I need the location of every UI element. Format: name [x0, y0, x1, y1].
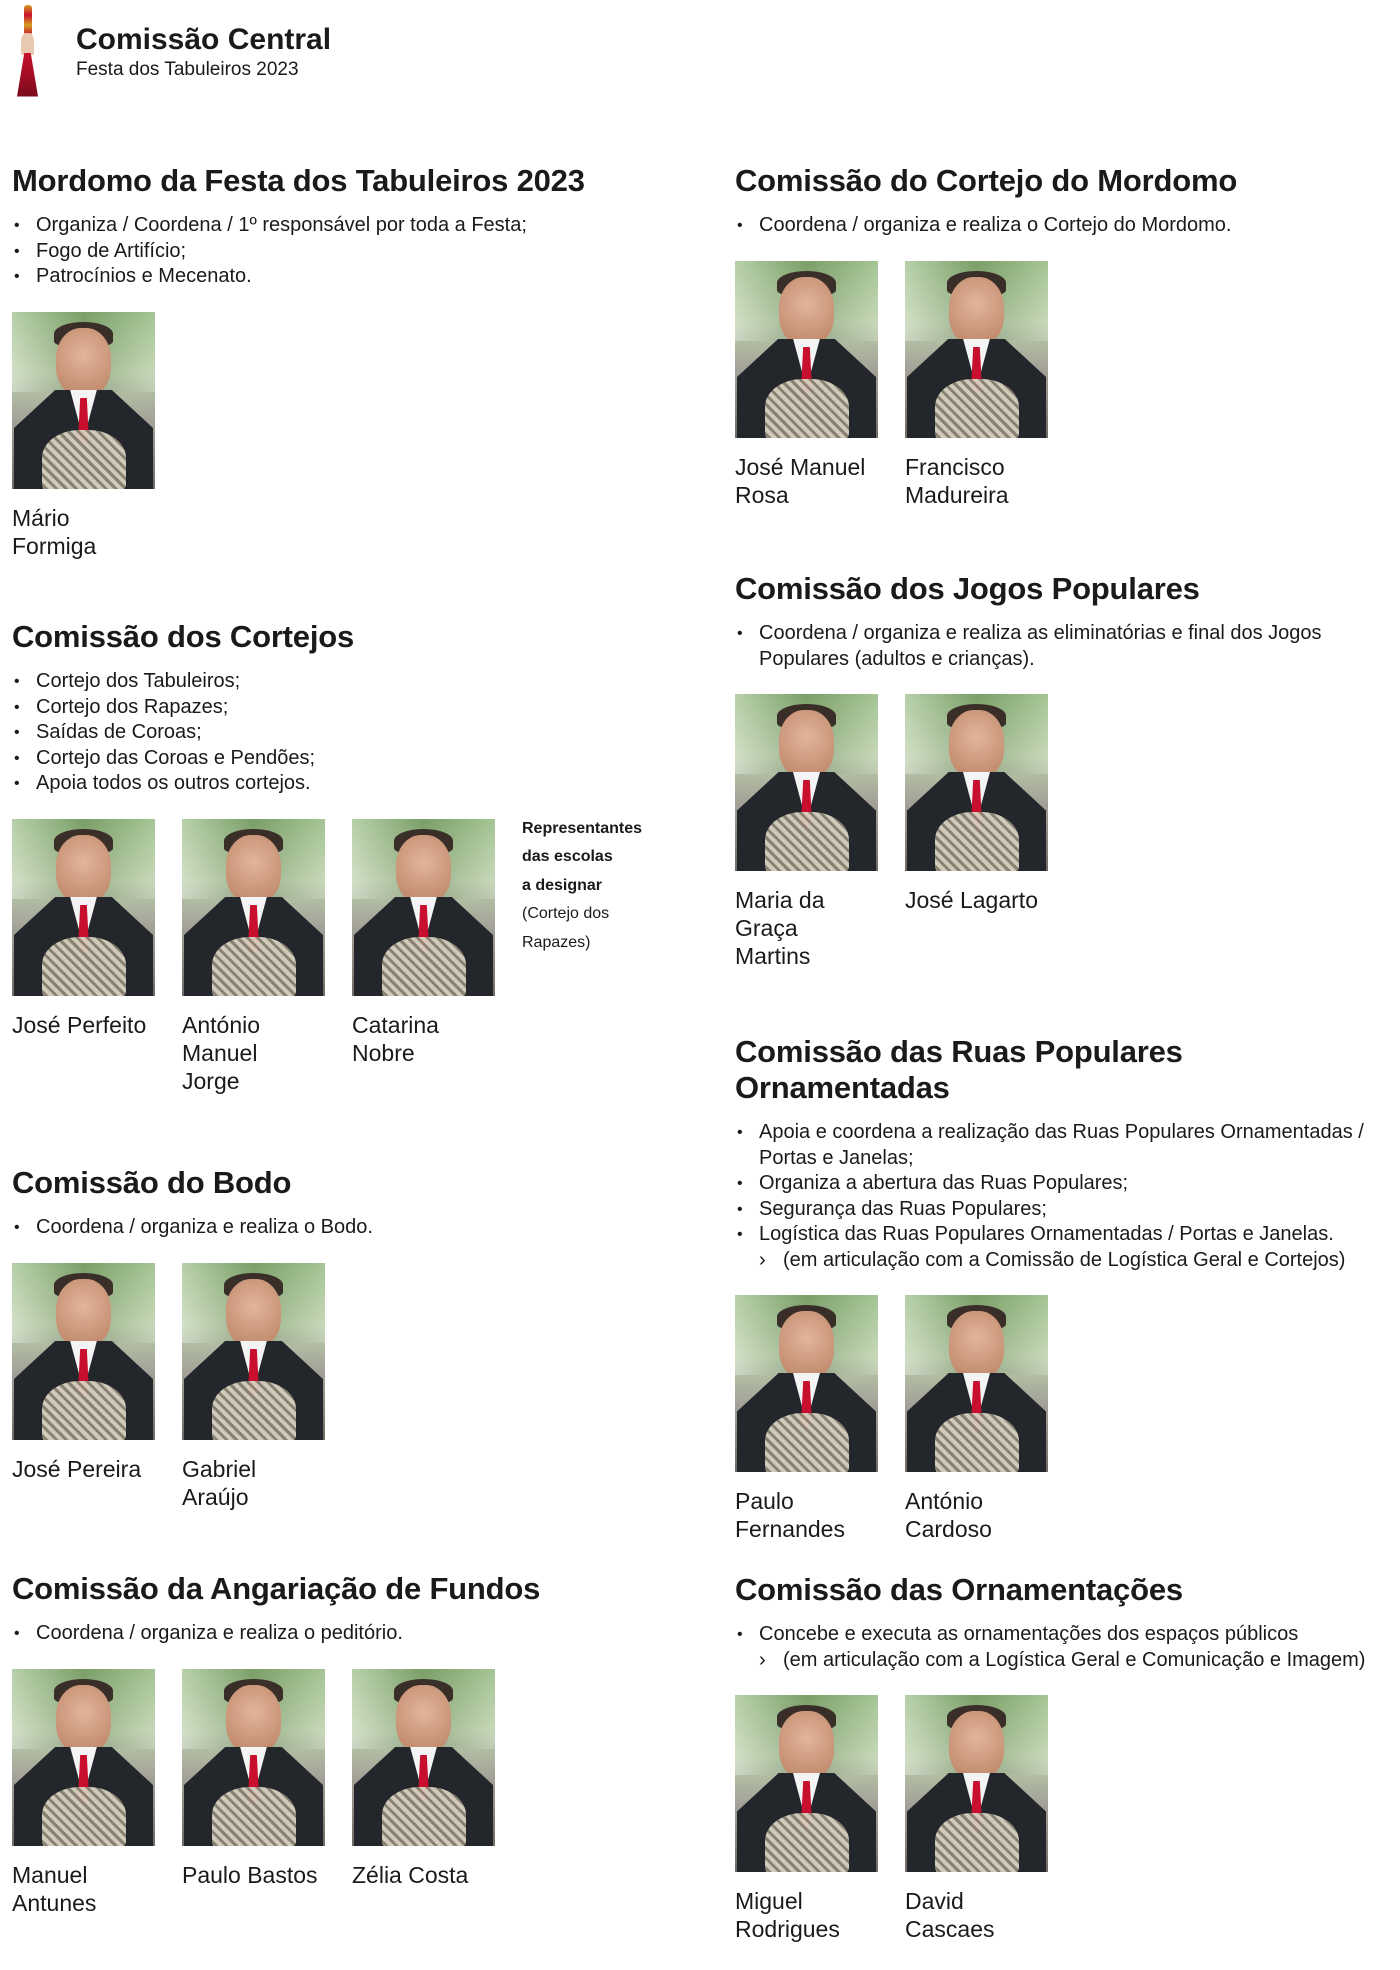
person-name-line: Rosa — [735, 481, 789, 508]
section-mordomo — [12, 163, 585, 560]
person-name-line: Zélia Costa — [352, 1861, 469, 1888]
person-card — [182, 819, 325, 1095]
person-photo — [182, 1263, 325, 1440]
person-card — [12, 819, 155, 1095]
person-name-line: Araújo — [182, 1483, 249, 1510]
description-list — [735, 1622, 1365, 1673]
person-name-line: José Perfeito — [12, 1011, 147, 1038]
description-subitem: › (em articulação com a Logística Geral e Comunicação e Imagem) — [735, 1648, 1365, 1674]
description-list — [735, 213, 1237, 239]
description-item: • Fogo de Artifício; — [12, 239, 585, 265]
person-name — [352, 1861, 495, 1889]
person-photo — [12, 1263, 155, 1440]
person-name-line: António — [905, 1488, 984, 1514]
person-photo — [182, 819, 325, 996]
section-title: Comissão dos Cortejos — [12, 619, 355, 654]
person-photo — [735, 694, 878, 871]
person-card — [735, 1295, 878, 1543]
person-card — [905, 1295, 1048, 1543]
person-photo — [905, 261, 1048, 438]
section-title: Comissão das Ornamentações — [735, 1572, 1183, 1607]
description-item: • Logística das Ruas Populares Ornamentadas / Portas e Janelas. — [735, 1222, 1400, 1248]
person-name-line: Maria da — [735, 887, 825, 913]
description-list — [12, 1215, 373, 1241]
section-cortejo-mordomo — [735, 163, 1237, 509]
description-item: • Segurança das Ruas Populares; — [735, 1197, 1400, 1223]
person-card — [12, 1263, 155, 1511]
person-name-line: António — [182, 1011, 261, 1038]
person-photo — [12, 312, 155, 489]
person-name — [735, 1487, 878, 1543]
person-name-line: Cardoso — [905, 1516, 992, 1542]
section-title: Comissão dos Jogos Populares — [735, 571, 1200, 606]
person-name-line: Formiga — [12, 532, 97, 559]
description-item: • Apoia todos os outros cortejos. — [12, 771, 662, 797]
description-item: • Concebe e executa as ornamentações dos espaços públicos — [735, 1622, 1365, 1648]
person-card — [735, 261, 878, 509]
note-bold-line: a designar — [522, 876, 603, 894]
person-name — [905, 886, 1048, 914]
person-name-line: David — [905, 1888, 964, 1914]
person-photo — [182, 1669, 325, 1846]
person-card — [182, 1263, 325, 1511]
note-bold-line: Representantes — [522, 819, 643, 837]
person-name — [905, 1887, 1048, 1943]
people-row — [12, 1263, 373, 1511]
section-ornamentacoes — [735, 1572, 1365, 1943]
person-card — [735, 694, 878, 970]
people-row — [735, 261, 1237, 509]
person-name-line: Manuel — [12, 1861, 88, 1888]
person-card — [905, 261, 1048, 509]
description-item: • Coordena / organiza e realiza o Bodo. — [12, 1215, 373, 1241]
page-header — [14, 4, 331, 100]
description-item: • Apoia e coordena a realização das Ruas Populares Ornamentadas / Portas e Janelas; — [735, 1120, 1400, 1171]
person-name-line: Rodrigues — [735, 1916, 840, 1942]
person-name-line: Francisco — [905, 453, 1005, 480]
person-name-line: Madureira — [905, 481, 1009, 508]
person-name — [735, 453, 878, 509]
people-row — [735, 694, 1400, 970]
person-name-line: Catarina — [352, 1011, 439, 1038]
description-item: • Cortejo dos Tabuleiros; — [12, 669, 662, 695]
person-name — [12, 1455, 155, 1483]
people-row — [12, 312, 585, 560]
person-card — [182, 1669, 325, 1917]
person-name — [735, 886, 878, 970]
person-photo — [735, 261, 878, 438]
description-item: • Coordena / organiza e realiza o Cortejo do Mordomo. — [735, 213, 1237, 239]
person-name — [735, 1887, 878, 1943]
person-name — [12, 504, 155, 560]
person-name-line: Jorge — [182, 1067, 240, 1094]
description-item: • Patrocínios e Mecenato. — [12, 264, 585, 290]
description-item: • Coordena / organiza e realiza o peditório. — [12, 1621, 540, 1647]
description-item: • Cortejo dos Rapazes; — [12, 695, 662, 721]
description-subitem: › (em articulação com a Comissão de Logística Geral e Cortejos) — [735, 1248, 1400, 1274]
person-name — [352, 1011, 495, 1067]
person-photo — [352, 1669, 495, 1846]
representatives-note — [522, 815, 662, 1095]
section-title: Comissão das Ruas Populares Ornamentadas — [735, 1034, 1183, 1105]
description-item: • Organiza a abertura das Ruas Populares; — [735, 1171, 1400, 1197]
description-item: • Saídas de Coroas; — [12, 720, 662, 746]
person-name-line: Antunes — [12, 1889, 97, 1916]
note-bold-line: das escolas — [522, 848, 613, 865]
person-photo — [735, 1295, 878, 1472]
section-angariacao-fundos — [12, 1571, 540, 1917]
people-row — [735, 1695, 1365, 1943]
person-name-line: Manuel — [182, 1039, 258, 1066]
people-row — [735, 1295, 1400, 1543]
section-bodo — [12, 1165, 373, 1511]
person-card — [352, 1669, 495, 1917]
person-name-line: Paulo Bastos — [182, 1861, 318, 1888]
festa-logo-icon — [14, 5, 42, 100]
person-name — [905, 1487, 1048, 1543]
person-name-line: Miguel — [735, 1888, 803, 1914]
description-list — [12, 213, 585, 290]
section-title: Comissão da Angariação de Fundos — [12, 1571, 541, 1606]
person-name-line: Mário — [12, 504, 70, 531]
people-row — [12, 1669, 540, 1917]
person-name — [12, 1011, 155, 1039]
person-photo — [12, 819, 155, 996]
person-name-line: Martins — [735, 943, 811, 969]
section-ruas-populares — [735, 1034, 1400, 1543]
section-title: Comissão do Bodo — [12, 1165, 292, 1200]
description-item: • Coordena / organiza e realiza as eliminatórias e final dos Jogos Populares (adultos e crianças). — [735, 621, 1400, 672]
description-list — [735, 621, 1400, 672]
person-photo — [12, 1669, 155, 1846]
person-photo — [905, 1695, 1048, 1872]
people-row — [12, 819, 662, 1095]
person-name-line: José Pereira — [12, 1455, 142, 1482]
description-list — [12, 669, 662, 797]
person-name-line: José Lagarto — [905, 887, 1038, 913]
section-jogos-populares — [735, 571, 1400, 970]
person-name — [182, 1011, 325, 1095]
person-name — [182, 1861, 325, 1889]
section-title: Comissão do Cortejo do Mordomo — [735, 163, 1238, 198]
person-name-line: Cascaes — [905, 1916, 995, 1942]
person-card — [352, 819, 495, 1095]
person-card — [12, 312, 155, 560]
person-name-line: Graça — [735, 915, 798, 941]
person-photo — [905, 694, 1048, 871]
note-line: Rapazes) — [522, 933, 591, 951]
description-list — [12, 1621, 540, 1647]
person-card — [905, 694, 1048, 970]
person-name — [12, 1861, 155, 1917]
person-card — [735, 1695, 878, 1943]
person-photo — [352, 819, 495, 996]
person-name-line: José Manuel — [735, 453, 866, 480]
page-subtitle: Festa dos Tabuleiros 2023 — [76, 59, 299, 80]
section-title: Mordomo da Festa dos Tabuleiros 2023 — [12, 163, 585, 198]
person-name-line: Paulo — [735, 1488, 794, 1514]
person-photo — [905, 1295, 1048, 1472]
description-item: • Cortejo das Coroas e Pendões; — [12, 746, 662, 772]
person-name — [905, 453, 1048, 509]
description-item: • Organiza / Coordena / 1º responsável por toda a Festa; — [12, 213, 585, 239]
person-name — [182, 1455, 325, 1511]
person-photo — [735, 1695, 878, 1872]
note-line: (Cortejo dos — [522, 905, 610, 922]
person-card — [12, 1669, 155, 1917]
person-card — [905, 1695, 1048, 1943]
description-list — [735, 1120, 1400, 1273]
section-cortejos — [12, 619, 662, 1095]
person-name-line: Fernandes — [735, 1516, 845, 1542]
person-name-line: Nobre — [352, 1039, 415, 1066]
page-title: Comissão Central — [76, 23, 332, 56]
person-name-line: Gabriel — [182, 1455, 257, 1482]
